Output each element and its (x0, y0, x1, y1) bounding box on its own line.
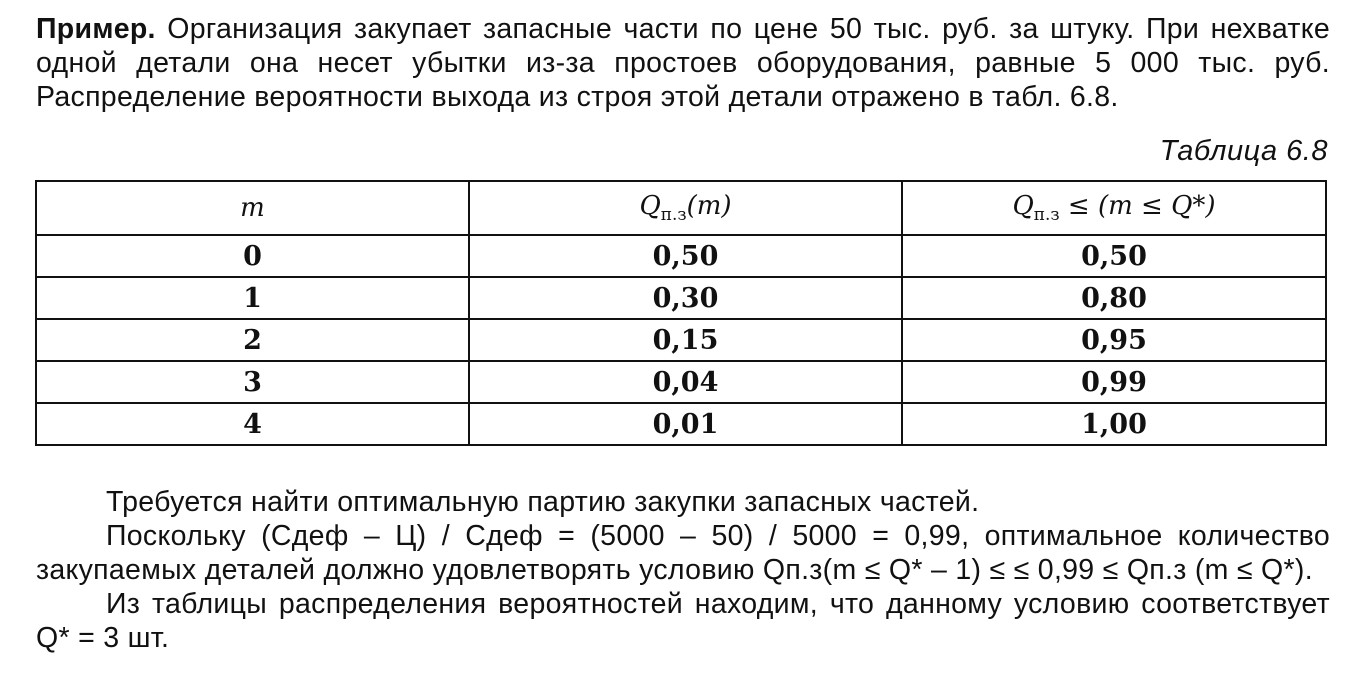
cell-cum: 0,99 (902, 361, 1326, 403)
cell-q: 0,01 (469, 403, 902, 445)
example-lead: Пример. (36, 13, 156, 45)
header-q: $Q_{п.з}(m)$ (469, 181, 902, 235)
intro-paragraph (36, 12, 1330, 114)
cell-cum: 1,00 (902, 403, 1326, 445)
conclusion: Из таблицы распределения вероятностей находим, что данному условию соответствует Q* = 3 шт. (36, 588, 1330, 654)
cell-m: 4 (36, 403, 469, 445)
probability-table (35, 180, 1327, 446)
cell-cum: 0,80 (902, 277, 1326, 319)
cell-m: 1 (36, 277, 469, 319)
header-cumulative: $Q_{п.з} \le (m \le Q*)$ (902, 181, 1326, 235)
table-row (36, 403, 1326, 445)
cell-q: 0,30 (469, 277, 902, 319)
cell-cum: 0,50 (902, 235, 1326, 277)
table-row (36, 361, 1326, 403)
cell-m: 0 (36, 235, 469, 277)
cell-m: 2 (36, 319, 469, 361)
table-header-row (36, 181, 1326, 235)
table-row (36, 277, 1326, 319)
table-row (36, 235, 1326, 277)
cell-q: 0,15 (469, 319, 902, 361)
intro-text: Организация закупает запасные части по цене 50 тыс. руб. за штуку. При нехватке одной детали она несет убытки из-за простоев оборудования, равные 5 000 тыс. руб. Распределение вероятности выхода из строя этой детали отражено в табл. 6.8. (36, 13, 1330, 113)
header-m: m (36, 181, 469, 235)
task-statement: Требуется найти оптимальную партию закупки запасных частей. (106, 486, 980, 518)
table-row (36, 319, 1326, 361)
cell-cum: 0,95 (902, 319, 1326, 361)
condition-derivation: Поскольку (Cдеф – Ц) / Cдеф = (5000 – 50) / 5000 = 0,99, оптимальное количество закупаемых деталей должно удовлетворять условию Qп.з(m ≤ Q* – 1) ≤ ≤ 0,99 ≤ Qп.з (m ≤ Q*). (36, 520, 1330, 586)
cell-q: 0,04 (469, 361, 902, 403)
table-caption: Таблица 6.8 (1159, 135, 1328, 167)
cell-q: 0,50 (469, 235, 902, 277)
solution-text (36, 485, 1330, 655)
cell-m: 3 (36, 361, 469, 403)
